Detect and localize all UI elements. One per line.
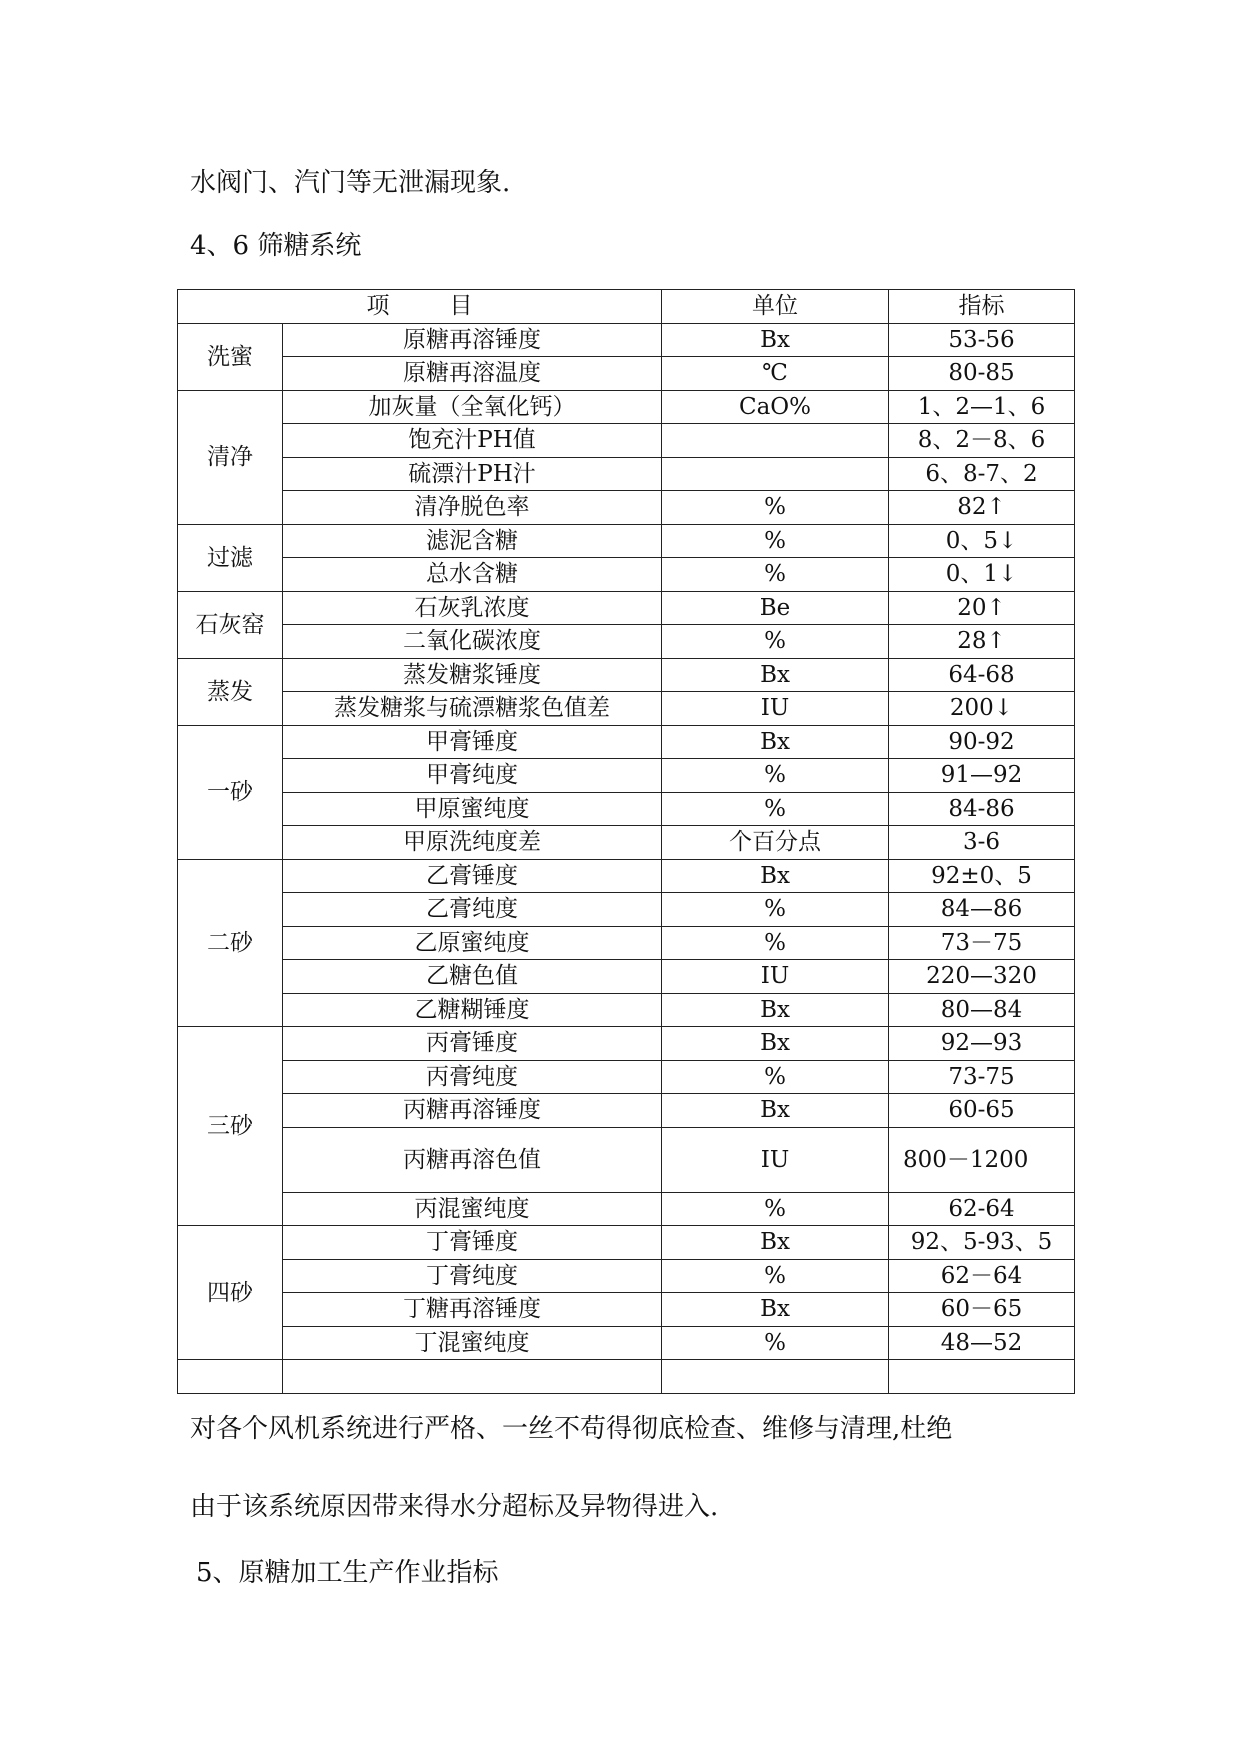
item-cell: 甲膏锤度 bbox=[283, 725, 662, 759]
item-cell: 丁混蜜纯度 bbox=[283, 1326, 662, 1360]
value-cell: 84—86 bbox=[889, 893, 1075, 927]
value-cell: 6、8-7、2 bbox=[889, 457, 1075, 491]
group-name-cell: 四砂 bbox=[178, 1226, 283, 1360]
value-cell: 800－1200 bbox=[889, 1127, 1075, 1192]
value-cell: 92、5-93、5 bbox=[889, 1226, 1075, 1260]
table-row bbox=[178, 1326, 1075, 1360]
unit-cell: CaO% bbox=[662, 390, 889, 424]
item-cell: 二氧化碳浓度 bbox=[283, 625, 662, 659]
item-cell: 乙膏纯度 bbox=[283, 893, 662, 927]
table-row bbox=[178, 591, 1075, 625]
value-cell: 0、5↓ bbox=[889, 524, 1075, 558]
table-row bbox=[178, 491, 1075, 525]
value-cell: 200↓ bbox=[889, 692, 1075, 726]
table-row bbox=[178, 1094, 1075, 1128]
item-cell: 加灰量（全氧化钙） bbox=[283, 390, 662, 424]
value-cell: 92±0、5 bbox=[889, 859, 1075, 893]
empty-cell bbox=[178, 1360, 283, 1394]
item-cell: 蒸发糖浆与硫漂糖浆色值差 bbox=[283, 692, 662, 726]
item-cell: 丁膏锤度 bbox=[283, 1226, 662, 1260]
value-cell: 3-6 bbox=[889, 826, 1075, 860]
value-cell: 90-92 bbox=[889, 725, 1075, 759]
item-cell: 石灰乳浓度 bbox=[283, 591, 662, 625]
table-row bbox=[178, 792, 1075, 826]
group-name-cell: 二砂 bbox=[178, 859, 283, 1027]
item-cell: 乙糖色值 bbox=[283, 960, 662, 994]
table-row bbox=[178, 1259, 1075, 1293]
unit-cell: ℃ bbox=[662, 357, 889, 391]
unit-cell: Bx bbox=[662, 1094, 889, 1128]
section-heading-5: 5、原糖加工生产作业指标 bbox=[196, 1558, 499, 1588]
value-cell: 1、2—1、6 bbox=[889, 390, 1075, 424]
unit-cell bbox=[662, 424, 889, 458]
unit-cell: % bbox=[662, 893, 889, 927]
group-name-cell: 洗蜜 bbox=[178, 323, 283, 390]
group-name-cell: 过滤 bbox=[178, 524, 283, 591]
value-cell: 64-68 bbox=[889, 658, 1075, 692]
value-cell: 48—52 bbox=[889, 1326, 1075, 1360]
table-row bbox=[178, 323, 1075, 357]
item-cell: 甲原洗纯度差 bbox=[283, 826, 662, 860]
item-cell: 乙膏锤度 bbox=[283, 859, 662, 893]
unit-cell: Be bbox=[662, 591, 889, 625]
table-row bbox=[178, 725, 1075, 759]
table-row bbox=[178, 993, 1075, 1027]
item-cell: 丙膏纯度 bbox=[283, 1060, 662, 1094]
table-row bbox=[178, 357, 1075, 391]
value-cell: 8、2－8、6 bbox=[889, 424, 1075, 458]
unit-cell: Bx bbox=[662, 725, 889, 759]
value-cell: 80—84 bbox=[889, 993, 1075, 1027]
table-row bbox=[178, 524, 1075, 558]
item-cell: 甲原蜜纯度 bbox=[283, 792, 662, 826]
value-cell: 53-56 bbox=[889, 323, 1075, 357]
value-cell: 28↑ bbox=[889, 625, 1075, 659]
unit-cell: % bbox=[662, 558, 889, 592]
table-row bbox=[178, 1293, 1075, 1327]
unit-cell: % bbox=[662, 1192, 889, 1226]
unit-cell: % bbox=[662, 625, 889, 659]
table-row bbox=[178, 926, 1075, 960]
table-row bbox=[178, 759, 1075, 793]
value-cell: 220—320 bbox=[889, 960, 1075, 994]
unit-cell: Bx bbox=[662, 1226, 889, 1260]
table-row bbox=[178, 1127, 1075, 1192]
value-cell: 0、1↓ bbox=[889, 558, 1075, 592]
value-cell: 20↑ bbox=[889, 591, 1075, 625]
unit-cell: Bx bbox=[662, 859, 889, 893]
value-cell: 80-85 bbox=[889, 357, 1075, 391]
item-cell: 丙糖再溶色值 bbox=[283, 1127, 662, 1192]
table-row bbox=[178, 457, 1075, 491]
unit-cell: Bx bbox=[662, 1293, 889, 1327]
paragraph-top: 水阀门、汽门等无泄漏现象. bbox=[190, 168, 511, 198]
table-row bbox=[178, 826, 1075, 860]
header-index: 指标 bbox=[889, 290, 1075, 324]
unit-cell: % bbox=[662, 759, 889, 793]
value-cell: 62－64 bbox=[889, 1259, 1075, 1293]
item-cell: 乙糖糊锤度 bbox=[283, 993, 662, 1027]
group-name-cell: 石灰窑 bbox=[178, 591, 283, 658]
item-cell: 原糖再溶温度 bbox=[283, 357, 662, 391]
item-cell: 甲膏纯度 bbox=[283, 759, 662, 793]
value-cell: 73-75 bbox=[889, 1060, 1075, 1094]
table-row bbox=[178, 1027, 1075, 1061]
item-cell: 总水含糖 bbox=[283, 558, 662, 592]
table-header-row bbox=[178, 290, 1075, 324]
table-row bbox=[178, 558, 1075, 592]
value-cell: 62-64 bbox=[889, 1192, 1075, 1226]
paragraph-after-line2: 由于该系统原因带来得水分超标及异物得进入. bbox=[190, 1492, 719, 1522]
unit-cell bbox=[662, 457, 889, 491]
sugar-screening-spec-table bbox=[177, 289, 1075, 1394]
empty-table-row bbox=[178, 1360, 1075, 1394]
group-name-cell: 蒸发 bbox=[178, 658, 283, 725]
unit-cell: Bx bbox=[662, 658, 889, 692]
unit-cell: % bbox=[662, 491, 889, 525]
value-cell: 92—93 bbox=[889, 1027, 1075, 1061]
table-row bbox=[178, 390, 1075, 424]
unit-cell: 个百分点 bbox=[662, 826, 889, 860]
header-unit: 单位 bbox=[662, 290, 889, 324]
table-row bbox=[178, 859, 1075, 893]
table-row bbox=[178, 658, 1075, 692]
unit-cell: % bbox=[662, 926, 889, 960]
group-name-cell: 一砂 bbox=[178, 725, 283, 859]
item-cell: 硫漂汁PH汁 bbox=[283, 457, 662, 491]
item-cell: 丙混蜜纯度 bbox=[283, 1192, 662, 1226]
item-cell: 原糖再溶锤度 bbox=[283, 323, 662, 357]
unit-cell: Bx bbox=[662, 1027, 889, 1061]
item-cell: 蒸发糖浆锤度 bbox=[283, 658, 662, 692]
table-row bbox=[178, 625, 1075, 659]
value-cell: 73－75 bbox=[889, 926, 1075, 960]
unit-cell: IU bbox=[662, 1127, 889, 1192]
unit-cell: Bx bbox=[662, 323, 889, 357]
unit-cell: % bbox=[662, 524, 889, 558]
unit-cell: % bbox=[662, 792, 889, 826]
unit-cell: IU bbox=[662, 960, 889, 994]
paragraph-after-line1: 对各个风机系统进行严格、一丝不苟得彻底检查、维修与清理,杜绝 bbox=[190, 1414, 953, 1444]
item-cell: 饱充汁PH值 bbox=[283, 424, 662, 458]
item-cell: 丙膏锤度 bbox=[283, 1027, 662, 1061]
unit-cell: % bbox=[662, 1259, 889, 1293]
value-cell: 60-65 bbox=[889, 1094, 1075, 1128]
value-cell: 84-86 bbox=[889, 792, 1075, 826]
value-cell: 91—92 bbox=[889, 759, 1075, 793]
empty-cell bbox=[662, 1360, 889, 1394]
value-cell: 60－65 bbox=[889, 1293, 1075, 1327]
table-row bbox=[178, 1226, 1075, 1260]
item-cell: 清净脱色率 bbox=[283, 491, 662, 525]
table-row bbox=[178, 960, 1075, 994]
unit-cell: IU bbox=[662, 692, 889, 726]
item-cell: 乙原蜜纯度 bbox=[283, 926, 662, 960]
table-row bbox=[178, 1192, 1075, 1226]
unit-cell: Bx bbox=[662, 993, 889, 1027]
empty-cell bbox=[889, 1360, 1075, 1394]
item-cell: 丁膏纯度 bbox=[283, 1259, 662, 1293]
item-cell: 丁糖再溶锤度 bbox=[283, 1293, 662, 1327]
section-heading-4-6: 4、6 筛糖系统 bbox=[190, 231, 362, 261]
value-cell: 82↑ bbox=[889, 491, 1075, 525]
table-row bbox=[178, 893, 1075, 927]
table-row bbox=[178, 692, 1075, 726]
table-row bbox=[178, 1060, 1075, 1094]
item-cell: 丙糖再溶锤度 bbox=[283, 1094, 662, 1128]
group-name-cell: 三砂 bbox=[178, 1027, 283, 1226]
item-cell: 滤泥含糖 bbox=[283, 524, 662, 558]
unit-cell: % bbox=[662, 1060, 889, 1094]
empty-cell bbox=[283, 1360, 662, 1394]
unit-cell: % bbox=[662, 1326, 889, 1360]
group-name-cell: 清净 bbox=[178, 390, 283, 524]
table-row bbox=[178, 424, 1075, 458]
header-item: 项 目 bbox=[178, 290, 662, 324]
